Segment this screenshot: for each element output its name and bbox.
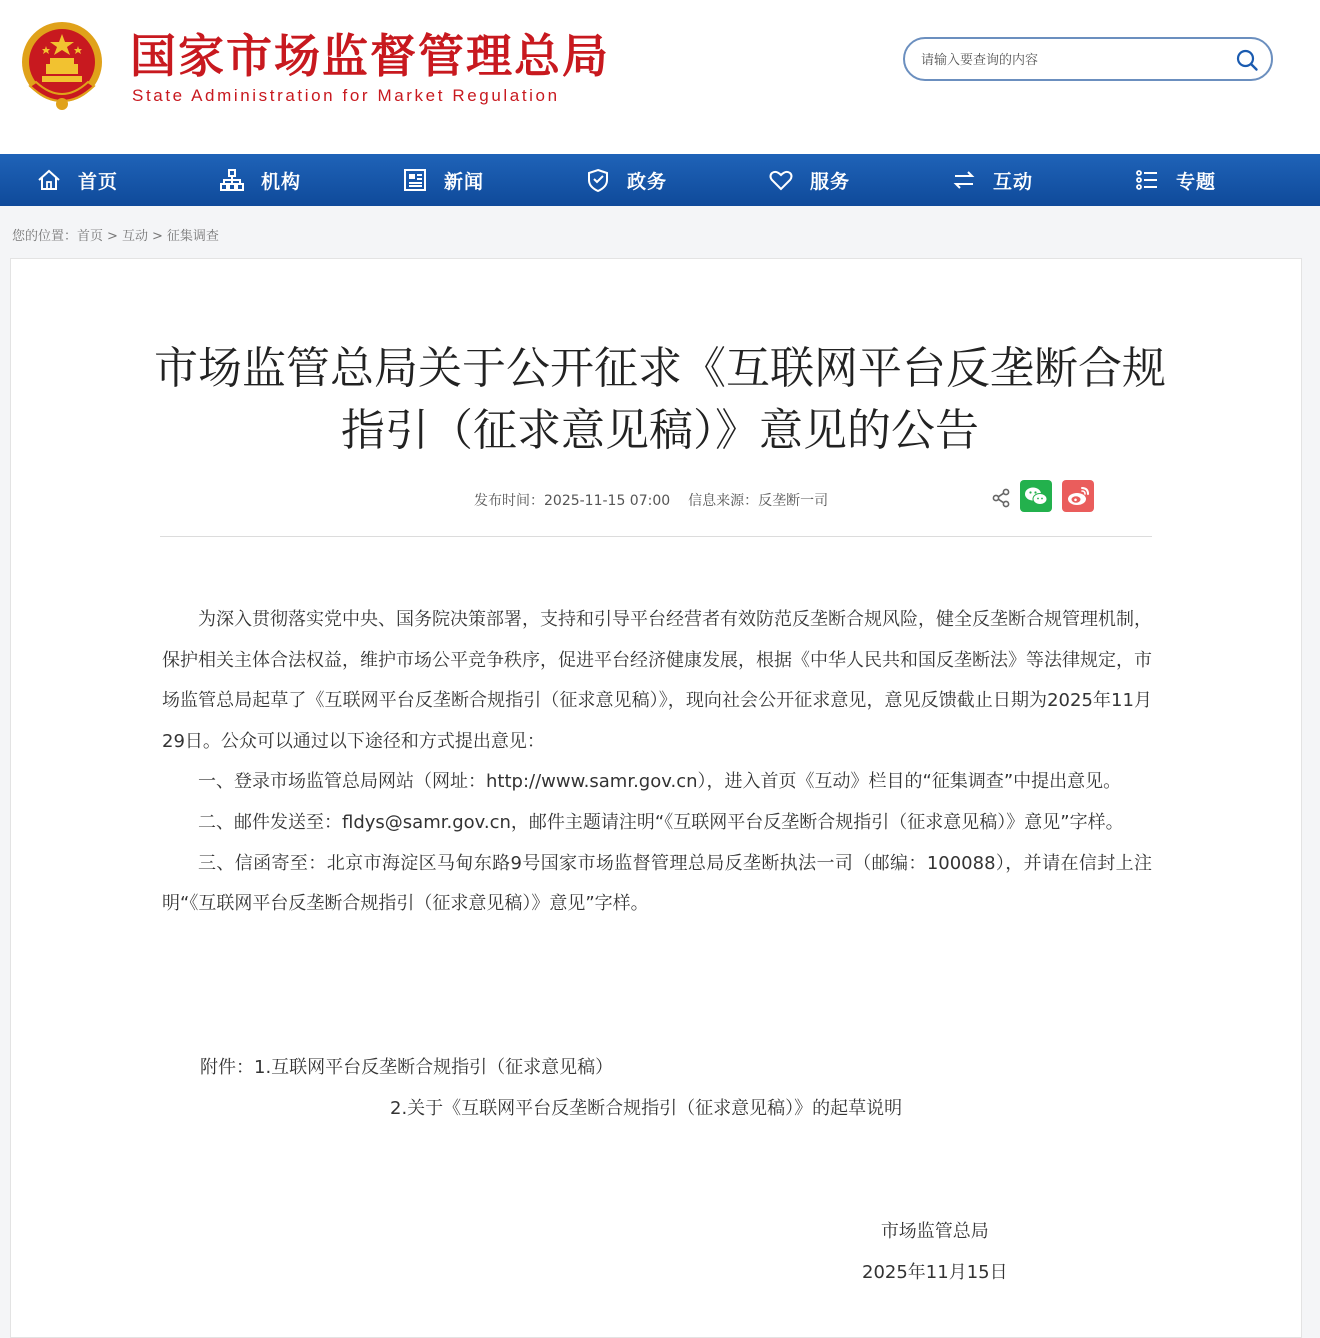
attachments-label: 附件： (200, 1057, 254, 1078)
nav-item-organization[interactable] (183, 154, 366, 206)
share-icon[interactable] (990, 487, 1012, 509)
attachments (200, 1048, 902, 1129)
nav-label: 机构 (261, 170, 302, 193)
main-nav (0, 154, 1320, 206)
source-label: 信息来源： (688, 493, 759, 509)
breadcrumb-separator: > (151, 229, 163, 244)
list-icon (1134, 167, 1160, 193)
article-paragraph: 一、登录市场监管总局网站（网址：http://www.samr.gov.cn），进入首页《互动》栏目的“征集调查”中提出意见。 (198, 771, 1122, 793)
wechat-share-icon[interactable] (1020, 480, 1052, 512)
nav-label: 服务 (810, 170, 851, 193)
breadcrumb (12, 225, 219, 244)
publish-time-label: 发布时间： (474, 493, 544, 509)
article-title: 市场监管总局关于公开征求《互联网平台反垄断合规指引（征求意见稿）》意见的公告 (154, 343, 1166, 456)
breadcrumb-survey-link[interactable]: 征集调查 (166, 229, 219, 244)
nav-item-news[interactable] (366, 154, 549, 206)
signature-org: 市场监管总局 (880, 1221, 989, 1242)
article-paragraph: 二、邮件发送至：fldys@samr.gov.cn，邮件主题请注明“《互联网平台反垄断合规指引（征求意见稿）》意见”字样。 (198, 811, 1124, 833)
signature-date: 2025年11月15日 (862, 1261, 1008, 1283)
nav-label: 首页 (78, 170, 119, 193)
attachment-link[interactable]: 1.互联网平台反垄断合规指引（征求意见稿） (254, 1057, 614, 1078)
search-box (903, 37, 1273, 81)
newspaper-icon (402, 167, 428, 193)
nav-label: 互动 (993, 170, 1034, 193)
article-meta (474, 490, 828, 510)
search-input[interactable] (919, 47, 1223, 73)
site-name-english: State Administration for Market Regulation (132, 86, 560, 105)
org-chart-icon (219, 167, 245, 193)
exchange-icon (951, 167, 977, 193)
shield-icon (585, 167, 611, 193)
home-icon (36, 167, 62, 193)
nav-item-government-affairs[interactable] (549, 154, 732, 206)
breadcrumb-separator: > (107, 229, 118, 244)
article-paragraph: 三、信函寄至：北京市海淀区马甸东路9号国家市场监督管理总局反垄断执法一司（邮编：100088），并请在信封上注明“《互联网平台反垄断合规指引（征求意见稿）》意见”字样。 (162, 852, 1152, 915)
nav-item-topics[interactable] (1098, 154, 1281, 206)
nav-label: 新闻 (444, 170, 485, 193)
breadcrumb-home-link[interactable]: 首页 (77, 229, 104, 244)
article-source: 反垄断一司 (758, 493, 829, 509)
publish-time: 2025-11-15 07:00 (544, 493, 671, 509)
search-icon[interactable] (1235, 48, 1259, 72)
signature-block (862, 1212, 1008, 1293)
nav-item-home[interactable] (0, 154, 183, 206)
nav-item-services[interactable] (732, 154, 915, 206)
attachment-link[interactable]: 2.关于《互联网平台反垄断合规指引（征求意见稿）》的起草说明 (390, 1097, 903, 1119)
breadcrumb-interaction-link[interactable]: 互动 (121, 229, 148, 244)
nav-label: 专题 (1176, 170, 1217, 193)
site-name-chinese[interactable]: 国家市场监督管理总局 (130, 29, 610, 83)
heart-icon (768, 167, 794, 193)
article-paragraph: 为深入贯彻落实党中央、国务院决策部署，支持和引导平台经营者有效防范反垄断合规风险，健全反垄断合规管理机制，保护相关主体合法权益，维护市场公平竞争秩序，促进平台经济健康发展，根据《中华人民共和国反垄断法》等法律规定，市场监管总局起草了《互联网平台反垄断合规指引（征求意见稿）》，现向社会公开征求意见，意见反馈截止日期为2025年11月29日。公众可以通过以下途径和方式提出意见： (162, 609, 1152, 752)
national-emblem-icon[interactable] (16, 20, 108, 116)
title-divider (160, 536, 1152, 537)
article-body (162, 600, 1152, 925)
nav-item-interaction[interactable] (915, 154, 1098, 206)
weibo-share-icon[interactable] (1062, 480, 1094, 512)
breadcrumb-prefix: 您的位置： (12, 229, 78, 244)
site-header (0, 0, 1320, 154)
nav-label: 政务 (627, 170, 668, 193)
